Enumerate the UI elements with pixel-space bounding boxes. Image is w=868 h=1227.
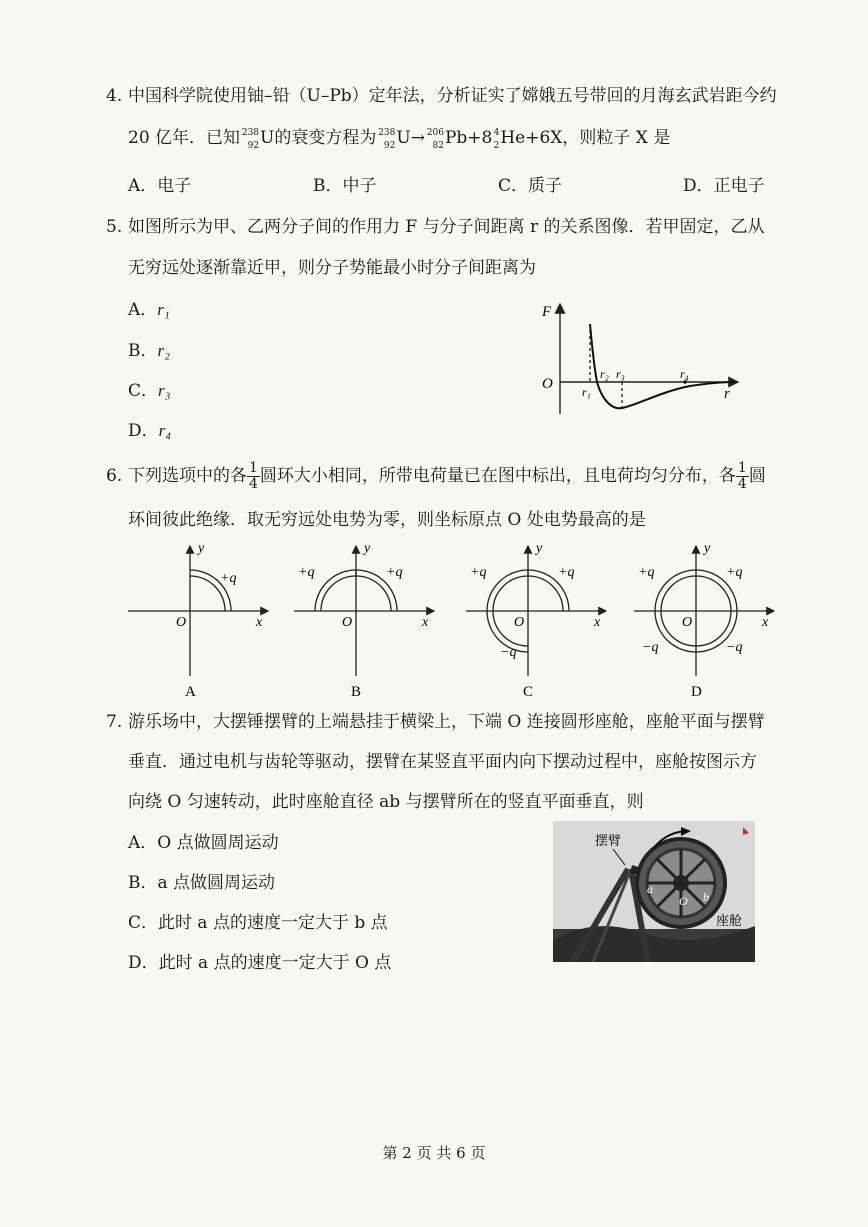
- svg-text:O: O: [682, 615, 693, 630]
- q4-option-b[interactable]: B．中子: [313, 176, 377, 196]
- q7-number: 7.: [106, 712, 123, 732]
- svg-text:y: y: [198, 541, 205, 556]
- q6-figure-a: [128, 541, 268, 700]
- q4-option-d[interactable]: D．正电子: [683, 176, 765, 196]
- q7-line2: 垂直．通过电机与齿轮等驱动，摆臂在某竖直平面内向下摆动过程中，座舱按图示方: [128, 752, 757, 772]
- u-nuclide-notation: 238 92: [241, 127, 260, 151]
- svg-text:B: B: [351, 684, 362, 700]
- svg-text:y: y: [536, 541, 543, 556]
- q5-option-b[interactable]: B．r₂: [128, 341, 171, 361]
- q5-line1: 如图所示为甲、乙两分子间的作用力 F 与分子间距离 r 的关系图像．若甲固定，乙从: [128, 217, 765, 237]
- q7-option-c[interactable]: C．此时 a 点的速度一定大于 b 点: [128, 913, 388, 933]
- svg-text:A: A: [185, 684, 196, 700]
- q4-option-c[interactable]: C．质子: [498, 176, 563, 196]
- svg-text:y: y: [704, 541, 711, 556]
- r1-label: r₁: [582, 385, 591, 399]
- q6-figure-b: [294, 541, 434, 700]
- q6-line1: 下列选项中的各 $\frac{1}{4}$ 圆环大小相同，所带电荷量已在图中标出，且电荷均匀分布，各 $\frac{1}{4}$ 圆: [128, 459, 766, 492]
- q7-option-d[interactable]: D．此时 a 点的速度一定大于 O 点: [128, 953, 392, 973]
- q5-number: 5.: [106, 217, 123, 237]
- pendulum-ride-photo: [553, 821, 755, 962]
- u-nuclide-notation-2: 238 92: [378, 127, 396, 151]
- arrow-icon: →: [410, 128, 425, 148]
- q4-number: 4.: [106, 86, 123, 106]
- q4-line1: 中国科学院使用铀–铅（U–Pb）定年法，分析证实了嫦娥五号带回的月海玄武岩距今约: [128, 86, 777, 106]
- svg-text:x: x: [256, 615, 263, 630]
- page-footer: 第 2 页 共 6 页: [382, 1144, 486, 1162]
- svg-text:D: D: [691, 684, 702, 700]
- q4-line2-post: ，则粒子 X 是: [562, 128, 671, 148]
- svg-text:x: x: [594, 615, 601, 630]
- svg-text:+q: +q: [558, 565, 575, 580]
- q6-number: 6.: [106, 466, 123, 486]
- r2-label: r₂: [600, 367, 609, 381]
- q7-option-b[interactable]: B．a 点做圆周运动: [128, 873, 276, 893]
- one-quarter-fraction: $\frac{1}{4}$: [249, 459, 258, 492]
- cabin-label: 座舱: [716, 913, 743, 928]
- q4-line2: 20 亿年．已知 238 92 U的衰变方程为 238 92 U→ 206 82 Pb+8 4 2 He+6X，则粒子 X 是: [128, 127, 671, 151]
- force-curve: [590, 324, 735, 408]
- q7-option-a[interactable]: A．O 点做圆周运动: [128, 833, 279, 853]
- q7-line3: 向绕 O 匀速转动，此时座舱直径 ab 与摆臂所在的竖直平面垂直，则: [128, 792, 644, 812]
- q5-option-a[interactable]: A．r₁: [128, 300, 170, 320]
- svg-text:O: O: [342, 615, 353, 630]
- q6-line2: 环间彼此绝缘．取无穷远处电势为零，则坐标原点 O 处电势最高的是: [128, 510, 646, 530]
- svg-text:+q: +q: [470, 565, 487, 580]
- point-b-label: b: [703, 890, 709, 904]
- svg-text:x: x: [422, 615, 429, 630]
- svg-text:−q: −q: [500, 645, 517, 660]
- one-quarter-fraction-2: $\frac{1}{4}$: [737, 459, 747, 492]
- point-a-label: a: [647, 882, 653, 896]
- force-distance-graph: [530, 296, 745, 426]
- svg-text:+q: +q: [638, 565, 655, 580]
- q7-line1: 游乐场中，大摆锤摆臂的上端悬挂于横梁上，下端 O 连接圆形座舱，座舱平面与摆臂: [128, 712, 765, 732]
- q5-option-d[interactable]: D．r₄: [128, 421, 172, 441]
- svg-text:+q: +q: [220, 571, 237, 586]
- r-axis-label: r: [724, 386, 730, 402]
- svg-text:C: C: [523, 684, 534, 700]
- q5-option-c[interactable]: C．r₃: [128, 381, 171, 401]
- arm-label: 摆臂: [595, 833, 622, 848]
- he-nuclide-notation: 4 2: [493, 127, 500, 151]
- origin-label: O: [542, 376, 553, 392]
- q6-figure-d: [634, 541, 774, 700]
- svg-text:x: x: [762, 615, 769, 630]
- svg-text:+q: +q: [298, 565, 315, 580]
- q4-option-a[interactable]: A．电子: [128, 176, 192, 196]
- r4-label: r₄: [680, 367, 689, 381]
- q6-figure-c: [466, 541, 606, 700]
- svg-text:+q: +q: [386, 565, 403, 580]
- svg-text:O: O: [514, 615, 525, 630]
- r3-label: r₃: [616, 367, 625, 381]
- q4-line2-pre: 20 亿年．已知: [128, 128, 241, 148]
- svg-text:O: O: [176, 615, 187, 630]
- f-axis-label: F: [542, 304, 552, 320]
- q4-line2-mid: 的衰变方程为: [274, 128, 377, 148]
- q5-line2: 无穷远处逐渐靠近甲，则分子势能最小时分子间距离为: [128, 258, 536, 278]
- q6-figures: [120, 536, 780, 706]
- svg-text:+q: +q: [726, 565, 743, 580]
- svg-text:−q: −q: [726, 640, 743, 655]
- svg-text:y: y: [364, 541, 371, 556]
- point-o-label: O: [679, 894, 688, 908]
- pb-nuclide-notation: 206 82: [426, 127, 444, 151]
- svg-text:−q: −q: [642, 640, 659, 655]
